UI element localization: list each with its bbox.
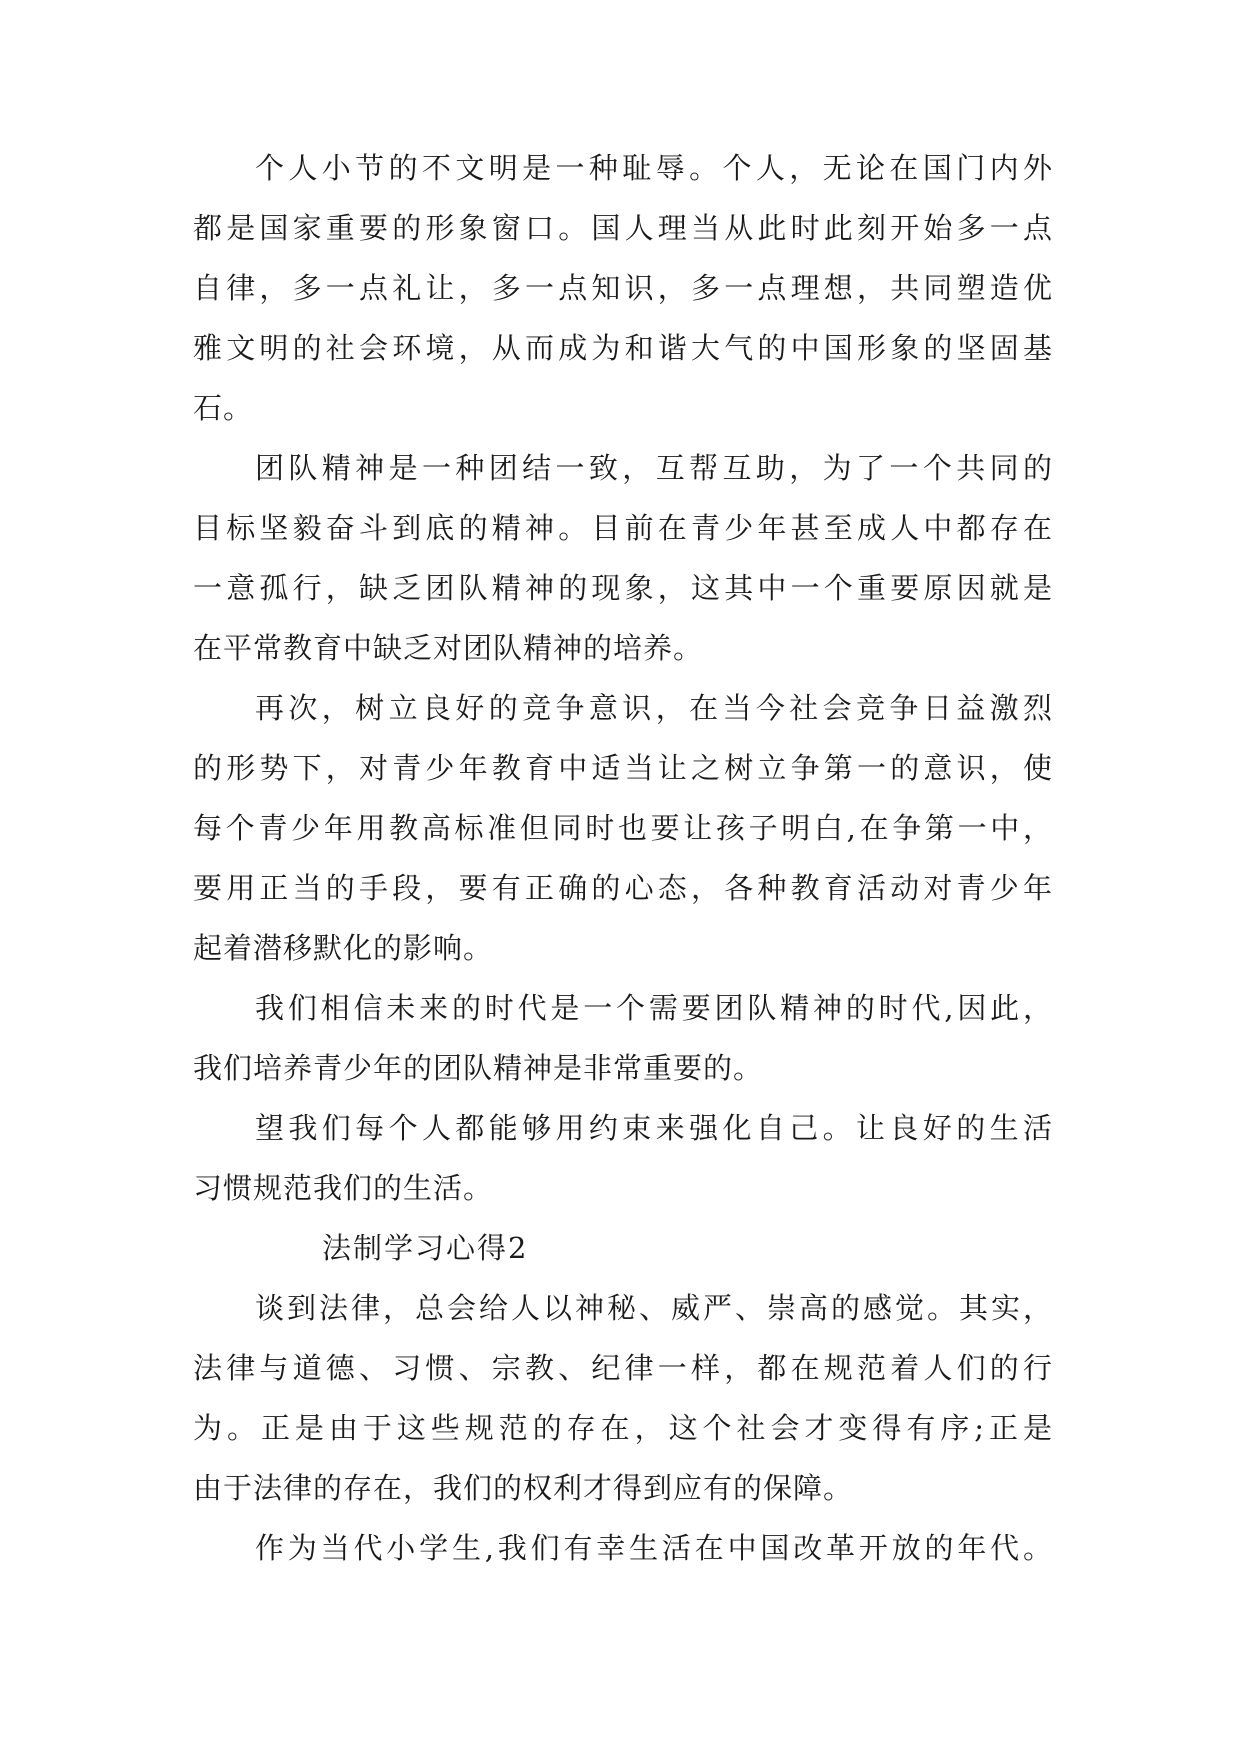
paragraph-6-line-2: 法律与道德、习惯、宗教、纪律一样，都在规范着人们的行 (193, 1351, 1053, 1385)
paragraph-4-line-2: 我们培养青少年的团队精神是非常重要的。 (193, 1051, 764, 1085)
paragraph-1-line-1: 个人小节的不文明是一种耻辱。个人，无论在国门内外 (255, 151, 1053, 185)
paragraph-2-line-4: 在平常教育中缺乏对团队精神的培养。 (193, 631, 704, 665)
paragraph-2-line-3: 一意孤行，缺乏团队精神的现象，这其中一个重要原因就是 (193, 571, 1053, 605)
paragraph-3-line-1: 再次，树立良好的竞争意识，在当今社会竞争日益激烈 (255, 691, 1053, 725)
paragraph-1-line-3: 自律，多一点礼让，多一点知识，多一点理想，共同塑造优 (193, 271, 1053, 305)
paragraph-1-line-2: 都是国家重要的形象窗口。国人理当从此时此刻开始多一点 (193, 211, 1053, 245)
paragraph-4-line-1: 我们相信未来的时代是一个需要团队精神的时代,因此， (255, 991, 1053, 1025)
paragraph-6-line-1: 谈到法律，总会给人以神秘、威严、崇高的感觉。其实， (255, 1291, 1053, 1325)
paragraph-2-line-2: 目标坚毅奋斗到底的精神。目前在青少年甚至成人中都存在 (193, 511, 1053, 545)
paragraph-3-line-4: 要用正当的手段，要有正确的心态，各种教育活动对青少年 (193, 871, 1053, 905)
paragraph-1-line-4: 雅文明的社会环境，从而成为和谐大气的中国形象的坚固基 (193, 331, 1053, 365)
paragraph-6-line-4: 由于法律的存在，我们的权利才得到应有的保障。 (193, 1471, 854, 1505)
section-heading: 法制学习心得2 (322, 1231, 529, 1265)
paragraph-3-line-3: 每个青少年用教高标准但同时也要让孩子明白,在争第一中， (193, 811, 1053, 845)
paragraph-3-line-2: 的形势下，对青少年教育中适当让之树立争第一的意识，使 (193, 751, 1053, 785)
paragraph-5-line-2: 习惯规范我们的生活。 (193, 1171, 494, 1205)
paragraph-5-line-1: 望我们每个人都能够用约束来强化自己。让良好的生活 (255, 1111, 1053, 1145)
paragraph-3-line-5: 起着潜移默化的影响。 (193, 931, 494, 965)
paragraph-7-line-1: 作为当代小学生,我们有幸生活在中国改革开放的年代。 (255, 1531, 1053, 1565)
paragraph-6-line-3: 为。正是由于这些规范的存在，这个社会才变得有序;正是 (193, 1411, 1053, 1445)
paragraph-2-line-1: 团队精神是一种团结一致，互帮互助，为了一个共同的 (255, 451, 1053, 485)
paragraph-1-line-5: 石。 (193, 391, 254, 425)
